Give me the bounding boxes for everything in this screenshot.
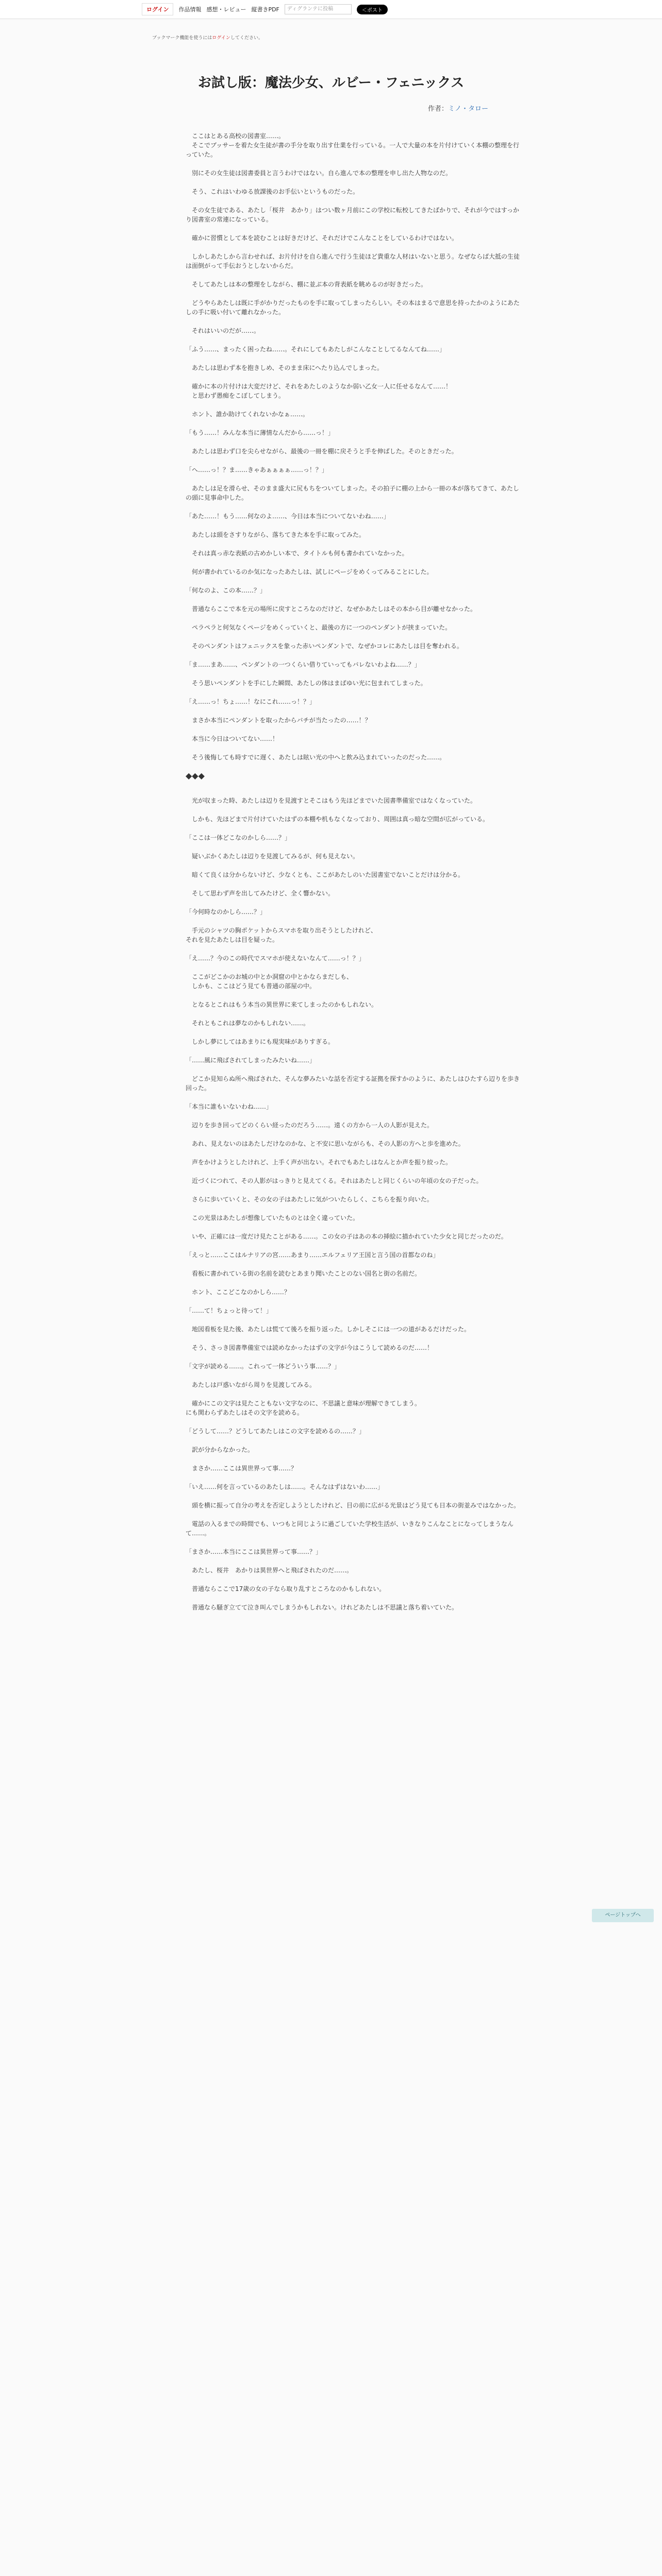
story-paragraph: となるとこれはもう本当の異世界に来てしまったのかもしれない。 xyxy=(186,1001,378,1008)
notice-suffix: してください。 xyxy=(230,36,263,41)
story-body xyxy=(186,131,521,2576)
story-paragraph: ホント、ここどこなのかしら……？ xyxy=(186,1289,290,1296)
story-paragraph: 「へ……っ！？ま……きゃあぁぁぁぁ……っ！？」 xyxy=(186,466,328,473)
story-paragraph: あたしは戸惑いながら周りを見渡してみる。 xyxy=(186,1381,316,1388)
author-name-link[interactable]: ミノ・タロー xyxy=(448,105,489,113)
story-paragraph: あれ、見えないのはあたしだけなのかな、と不安に思いながらも、その人影の方へと歩を進めた。 xyxy=(186,1140,465,1147)
story-paragraph: この光景はあたしが想像していたものとは全く違っていた。 xyxy=(186,1214,359,1222)
author-line xyxy=(428,103,488,113)
page-top-button[interactable]: ページトップへ xyxy=(592,1909,654,1922)
nav-item-vertical-pdf[interactable]: 縦書きPDF xyxy=(251,6,279,13)
story-paragraph: 訳が分からなかった。 xyxy=(186,1446,254,1453)
story-paragraph: 本当に今日はついてない……！ xyxy=(186,735,279,742)
story-paragraph: 声をかけようとしたけれど、上手く声が出ない。それでもあたしはなんとか声を振り絞った。 xyxy=(186,1159,452,1166)
story-paragraph: まさか本当にペンダントを取ったからバチが当たったの……！？ xyxy=(186,717,371,724)
story-paragraph: それともこれは夢なのかもしれない……。 xyxy=(186,1020,310,1027)
search-input[interactable]: ディグランテに投稿 xyxy=(285,4,352,14)
story-paragraph: 確かに本の片付けは大変だけど、それをあたしのようなか弱い乙女一人に任せるなんて……！ と思わず愚痴をこぼしてしまう。 xyxy=(192,383,452,399)
story-paragraph: しかも、先ほどまで片付けていたはずの本棚や机もなくなっており、周囲は真っ暗な空間が広がっている。 xyxy=(186,816,489,823)
story-paragraph: 普通ならここで17歳の女の子なら取り乱すところなのかもしれない。 xyxy=(186,1585,386,1592)
notice-prefix: ブックマーク機能を使うには xyxy=(152,36,212,41)
nav-item-reviews[interactable]: 感想・レビュー xyxy=(206,6,246,13)
story-paragraph: どこか見知らぬ所へ飛ばされた、そんな夢みたいな話を否定する証拠を探すかのように、あたしはひたすら辺りを歩き回った。 xyxy=(186,1075,520,1092)
nav-inner xyxy=(142,0,388,19)
story-paragraph: 「本当に誰もいないわね……」 xyxy=(186,1103,273,1110)
story-paragraph: 確かにこの文字は見たこともない文字なのに、不思議と意味が理解できてしまう。 にも関わらずあたしはその文字を読める。 xyxy=(186,1400,421,1416)
story-paragraph: 「えっと……ここはルナリアの宮……あまり……エルフェリア王国と言う国の首都なのね」 xyxy=(186,1251,439,1259)
story-paragraph: 疑いぶかくあたしは辺りを見渡してみるが、何も見えない。 xyxy=(186,853,359,860)
story-paragraph: そしてあたしは本の整理をしながら、棚に並ぶ本の背表紙を眺めるのが好きだった。 xyxy=(186,281,427,288)
story-paragraph: あたしは足を滑らせ、そのまま盛大に尻もちをついてしまった。その拍子に棚の上から一冊の本が落ちてきて、あたしの頭に見事命中した。 xyxy=(186,485,519,501)
story-paragraph: あたし、桜井 あかりは異世界へと飛ばされたのだ……。 xyxy=(186,1567,353,1574)
nav-item-work-info[interactable]: 作品情報 xyxy=(178,6,202,13)
x-post-button[interactable]: ＜ポスト xyxy=(357,5,388,14)
story-paragraph: 「文字が読める……。これって一体どういう事……？」 xyxy=(186,1363,341,1370)
story-paragraph: 「……風に飛ばされてしまったみたいね……」 xyxy=(186,1057,316,1064)
story-paragraph: 看板に書かれている街の名前を読むとあまり聞いたことのない国名と街の名前だ。 xyxy=(186,1270,421,1277)
story-paragraph: 「何なのよ、この本……？」 xyxy=(186,587,267,594)
story-paragraph: ペラペラと何気なくページをめくっていくと、最後の方に一つのペンダントが挟まっていた。 xyxy=(186,624,452,631)
story-paragraph: 手元のシャツの胸ポケットからスマホを取り出そうとしたけれど、 それを見たあたしは目を疑った。 xyxy=(186,927,377,943)
story-paragraph: そう後悔しても時すでに遅く、あたしは眩い光の中へと飲み込まれていったのだった……。 xyxy=(186,754,446,761)
story-paragraph: 「まさか……本当にここは異世界って事……？」 xyxy=(186,1548,322,1555)
story-paragraph: そう、これはいわゆる放課後のお手伝いというものだった。 xyxy=(186,188,359,195)
story-paragraph: そう、さっき図書準備室では読めなかったはずの文字が今はこうして読めるのだ……！ xyxy=(186,1344,434,1351)
story-paragraph: しかしあたしから言わせれば、お片付けを自ら進んで行う生徒ほど貴重な人材はいないと思う。なぜならば大抵の生徒は面倒がって手伝おうとしないからだ。 xyxy=(186,253,520,269)
story-paragraph: 「ここは一体どこなのかしら……？」 xyxy=(186,834,291,841)
story-paragraph: 光が収まった時、あたしは辺りを見渡すとそこはもう先ほどまでいた図書準備室ではなくなっていた。 xyxy=(186,797,477,804)
story-paragraph: 「もう……！みんな本当に薄情なんだから……っ！」 xyxy=(186,429,335,436)
story-paragraph: ここがどこかのお城の中とか洞窟の中とかならまだしも、 しかも、ここはどう見ても普通の部屋の中。 xyxy=(192,973,353,990)
story-paragraph: 電話の入るまでの時間でも、いつもと同じように過ごしていた学校生活が、いきなりこんなことになってしまうなんて……。 xyxy=(186,1520,514,1537)
story-paragraph: 頭を横に振って自分の考えを否定しようとしたけれど、目の前に広がる光景はどう見ても日本の街並みではなかった。 xyxy=(186,1502,520,1509)
story-paragraph: あたしは思わず本を抱きしめ、そのまま床にへたり込んでしまった。 xyxy=(186,364,384,371)
story-paragraph: 別にその女生徒は図書委員と言うわけではない。自ら進んで本の整理を申し出た人物なのだ。 xyxy=(186,170,452,177)
story-paragraph: しかし夢にしてはあまりにも現実味がありすぎる。 xyxy=(186,1038,335,1045)
story-paragraph: 確かに習慣として本を読むことは好きだけど、それだけでこんなことをしているわけではない。 xyxy=(186,234,458,242)
story-paragraph: 「今何時なのかしら……？」 xyxy=(186,908,267,916)
top-navigation-bar xyxy=(0,0,662,19)
story-paragraph: それは真っ赤な表紙の古めかしい本で、タイトルも何も書かれていなかった。 xyxy=(186,550,408,557)
story-paragraph: さらに歩いていくと、その女の子はあたしに気がついたらしく、こちらを振り向いた。 xyxy=(186,1196,433,1203)
story-paragraph: 近づくにつれて、その人影がはっきりと見えてくる。それはあたしと同じくらいの年頃の女の子だった。 xyxy=(186,1177,483,1184)
story-title: お試し版：魔法少女、ルビー・フェニックス xyxy=(197,75,465,91)
story-paragraph: 「どうして……？どうしてあたしはこの文字を読めるの……？」 xyxy=(186,1428,366,1435)
story-paragraph: 普通なら騒ぎ立てて泣き叫んでしまうかもしれない。けれどあたしは不思議と落ち着いていた。 xyxy=(186,1604,458,1611)
story-paragraph: 何が書かれているのか気になったあたしは、試しにページをめくってみることにした。 xyxy=(186,568,433,575)
story-paragraph: いや、正確には一度だけ見たことがある……。この女の子はあの本の挿絵に描かれていた少女と同じだったのだ。 xyxy=(186,1233,507,1240)
section-separator: ◆◆◆ xyxy=(186,771,205,781)
story-paragraph: 「え……っ！ちょ……！なにこれ……っ！？」 xyxy=(186,698,316,705)
story-paragraph: あたしは思わず口を尖らせながら、最後の一冊を棚に戻そうと手を伸ばした。そのときだった。 xyxy=(186,448,458,455)
notice-login-link[interactable]: ログイン xyxy=(212,36,230,41)
bookmark-login-notice xyxy=(152,34,263,41)
story-paragraph: 暗くて良くは分からないけど、少なくとも、ここがあたしのいた図書室でないことだけは分かる。 xyxy=(186,871,465,878)
story-paragraph: そして思わず声を出してみたけど、全く響かない。 xyxy=(186,890,335,897)
story-paragraph: 「ふう……、まったく困ったね……。それにしてもあたしがこんなことしてるなんてね……」 xyxy=(186,346,446,353)
story-paragraph: まさか……ここは異世界って事……？ xyxy=(186,1465,297,1472)
story-paragraph: 辺りを歩き回ってどのくらい経ったのだろう……。遠くの方から一人の人影が見えた。 xyxy=(186,1122,434,1129)
story-paragraph: 「ま……まあ……、ペンダントの一つくらい借りていってもバレないわよね……？」 xyxy=(186,661,421,668)
story-paragraph: あたしは頭をさすりながら、落ちてきた本を手に取ってみた。 xyxy=(186,531,365,538)
story-paragraph: ここはとある高校の図書室……。 そこでブッサーを着た女生徒が書の手分を取り出す仕業を行っている。一人で大量の本を片付けていく本棚の整理を行っていた。 xyxy=(186,132,520,158)
story-paragraph: 「いえ……何を言っているのあたしは……。そんなはずはないわ……」 xyxy=(186,1483,384,1490)
login-button[interactable]: ログイン xyxy=(142,3,173,15)
story-paragraph: それはいいのだが……。 xyxy=(186,327,260,334)
story-paragraph: どうやらあたしは既に手がかりだったものを手に取ってしまったらしい。その本はまるで意思を持ったかのようにあたしの手に吸い付いて離れなかった。 xyxy=(186,299,520,316)
story-paragraph: 地図看板を見た後、あたしは慌てて後ろを振り返った。しかしそこには一つの道があるだけだった。 xyxy=(186,1326,471,1333)
story-paragraph: その女生徒である、あたし「桜井 あかり」はつい数ヶ月前にこの学校に転校してきたばかりで、それが今ではすっかり図書室の常連になっている。 xyxy=(186,207,520,223)
author-label: 作者： xyxy=(428,105,449,113)
story-paragraph: 「……て！ちょっと待って！」 xyxy=(186,1307,273,1314)
story-paragraph: 「え……？今のこの時代でスマホが使えないなんて……っ！？」 xyxy=(186,955,365,962)
story-paragraph: 「あた……！もう……何なのよ……、今日は本当についてないわね……」 xyxy=(186,513,390,520)
story-paragraph: そう思いペンダントを手にした瞬間、あたしの体はまばゆい光に包まれてしまった。 xyxy=(186,680,427,687)
story-paragraph: そのペンダントはフェニックスを象った赤いペンダントで、なぜかコレにあたしは目を奪われる。 xyxy=(186,642,463,650)
story-paragraph: 普通ならここで本を元の場所に戻すところなのだけど、なぜかあたしはその本から目が離せなかった。 xyxy=(186,605,477,613)
story-paragraph: ホント、誰か助けてくれないかなぁ……。 xyxy=(186,411,309,418)
